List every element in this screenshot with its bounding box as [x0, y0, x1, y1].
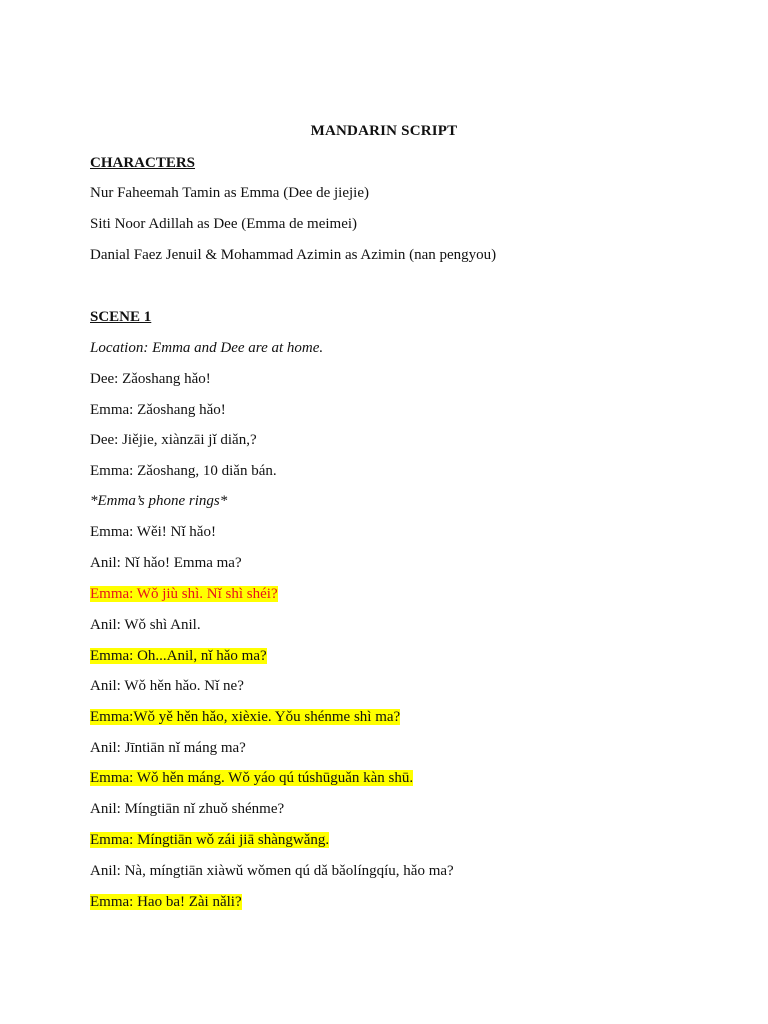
highlighted-text: Emma: Wǒ jiù shì. Nǐ shì shéi? — [90, 586, 278, 602]
dialogue-line: Emma: Wěi! Nǐ hǎo! — [90, 524, 216, 540]
dialogue-line: Emma: Zǎoshang, 10 diǎn bán. — [90, 463, 277, 479]
dialogue-line: Emma: Zǎoshang hǎo! — [90, 402, 226, 418]
dialogue-line: Dee: Jiějie, xiànzāi jǐ diǎn,? — [90, 432, 257, 448]
highlighted-text: Emma: Míngtiān wǒ zái jiā shàngwǎng. — [90, 832, 330, 848]
character-line: Siti Noor Adillah as Dee (Emma de meimei) — [90, 216, 358, 232]
dialogue-line-highlighted — [90, 831, 329, 849]
stage-direction: *Emma’s phone rings* — [90, 493, 228, 509]
dialogue-line: Anil: Wǒ hěn hǎo. Nǐ ne? — [90, 678, 244, 694]
characters-heading: CHARACTERS — [90, 155, 196, 171]
document-title: MANDARIN SCRIPT — [310, 123, 458, 139]
highlighted-text: Emma:Wǒ yě hěn hǎo, xièxie. Yǒu shénme shì ma? — [90, 709, 401, 725]
character-line: Danial Faez Jenuil & Mohammad Azimin as Azimin (nan pengyou) — [90, 247, 497, 263]
dialogue-line-highlighted — [90, 585, 278, 603]
dialogue-line-highlighted — [90, 708, 400, 726]
location-line: Location: Emma and Dee are at home. — [90, 340, 324, 356]
dialogue-line: Anil: Jīntiān nǐ máng ma? — [90, 740, 246, 756]
dialogue-line-highlighted — [90, 893, 242, 911]
character-line: Nur Faheemah Tamin as Emma (Dee de jiejie) — [90, 185, 369, 201]
dialogue-line: Dee: Zǎoshang hǎo! — [90, 371, 211, 387]
dialogue-line-highlighted — [90, 647, 267, 665]
dialogue-line: Anil: Wǒ shì Anil. — [90, 617, 201, 633]
scene-heading: SCENE 1 — [90, 309, 152, 325]
dialogue-line: Anil: Nǐ hǎo! Emma ma? — [90, 555, 242, 571]
highlighted-text: Emma: Oh...Anil, nǐ hǎo ma? — [90, 648, 267, 664]
dialogue-line-highlighted — [90, 769, 413, 787]
dialogue-line: Anil: Míngtiān nǐ zhuǒ shénme? — [90, 801, 285, 817]
highlighted-text: Emma: Wǒ hěn máng. Wǒ yáo qú túshūguǎn kàn shū. — [90, 770, 414, 786]
dialogue-line: Anil: Nà, míngtiān xiàwǔ wǒmen qú dǎ bǎolíngqíu, hǎo ma? — [90, 863, 454, 879]
highlighted-text: Emma: Hao ba! Zài nǎli? — [90, 894, 242, 910]
